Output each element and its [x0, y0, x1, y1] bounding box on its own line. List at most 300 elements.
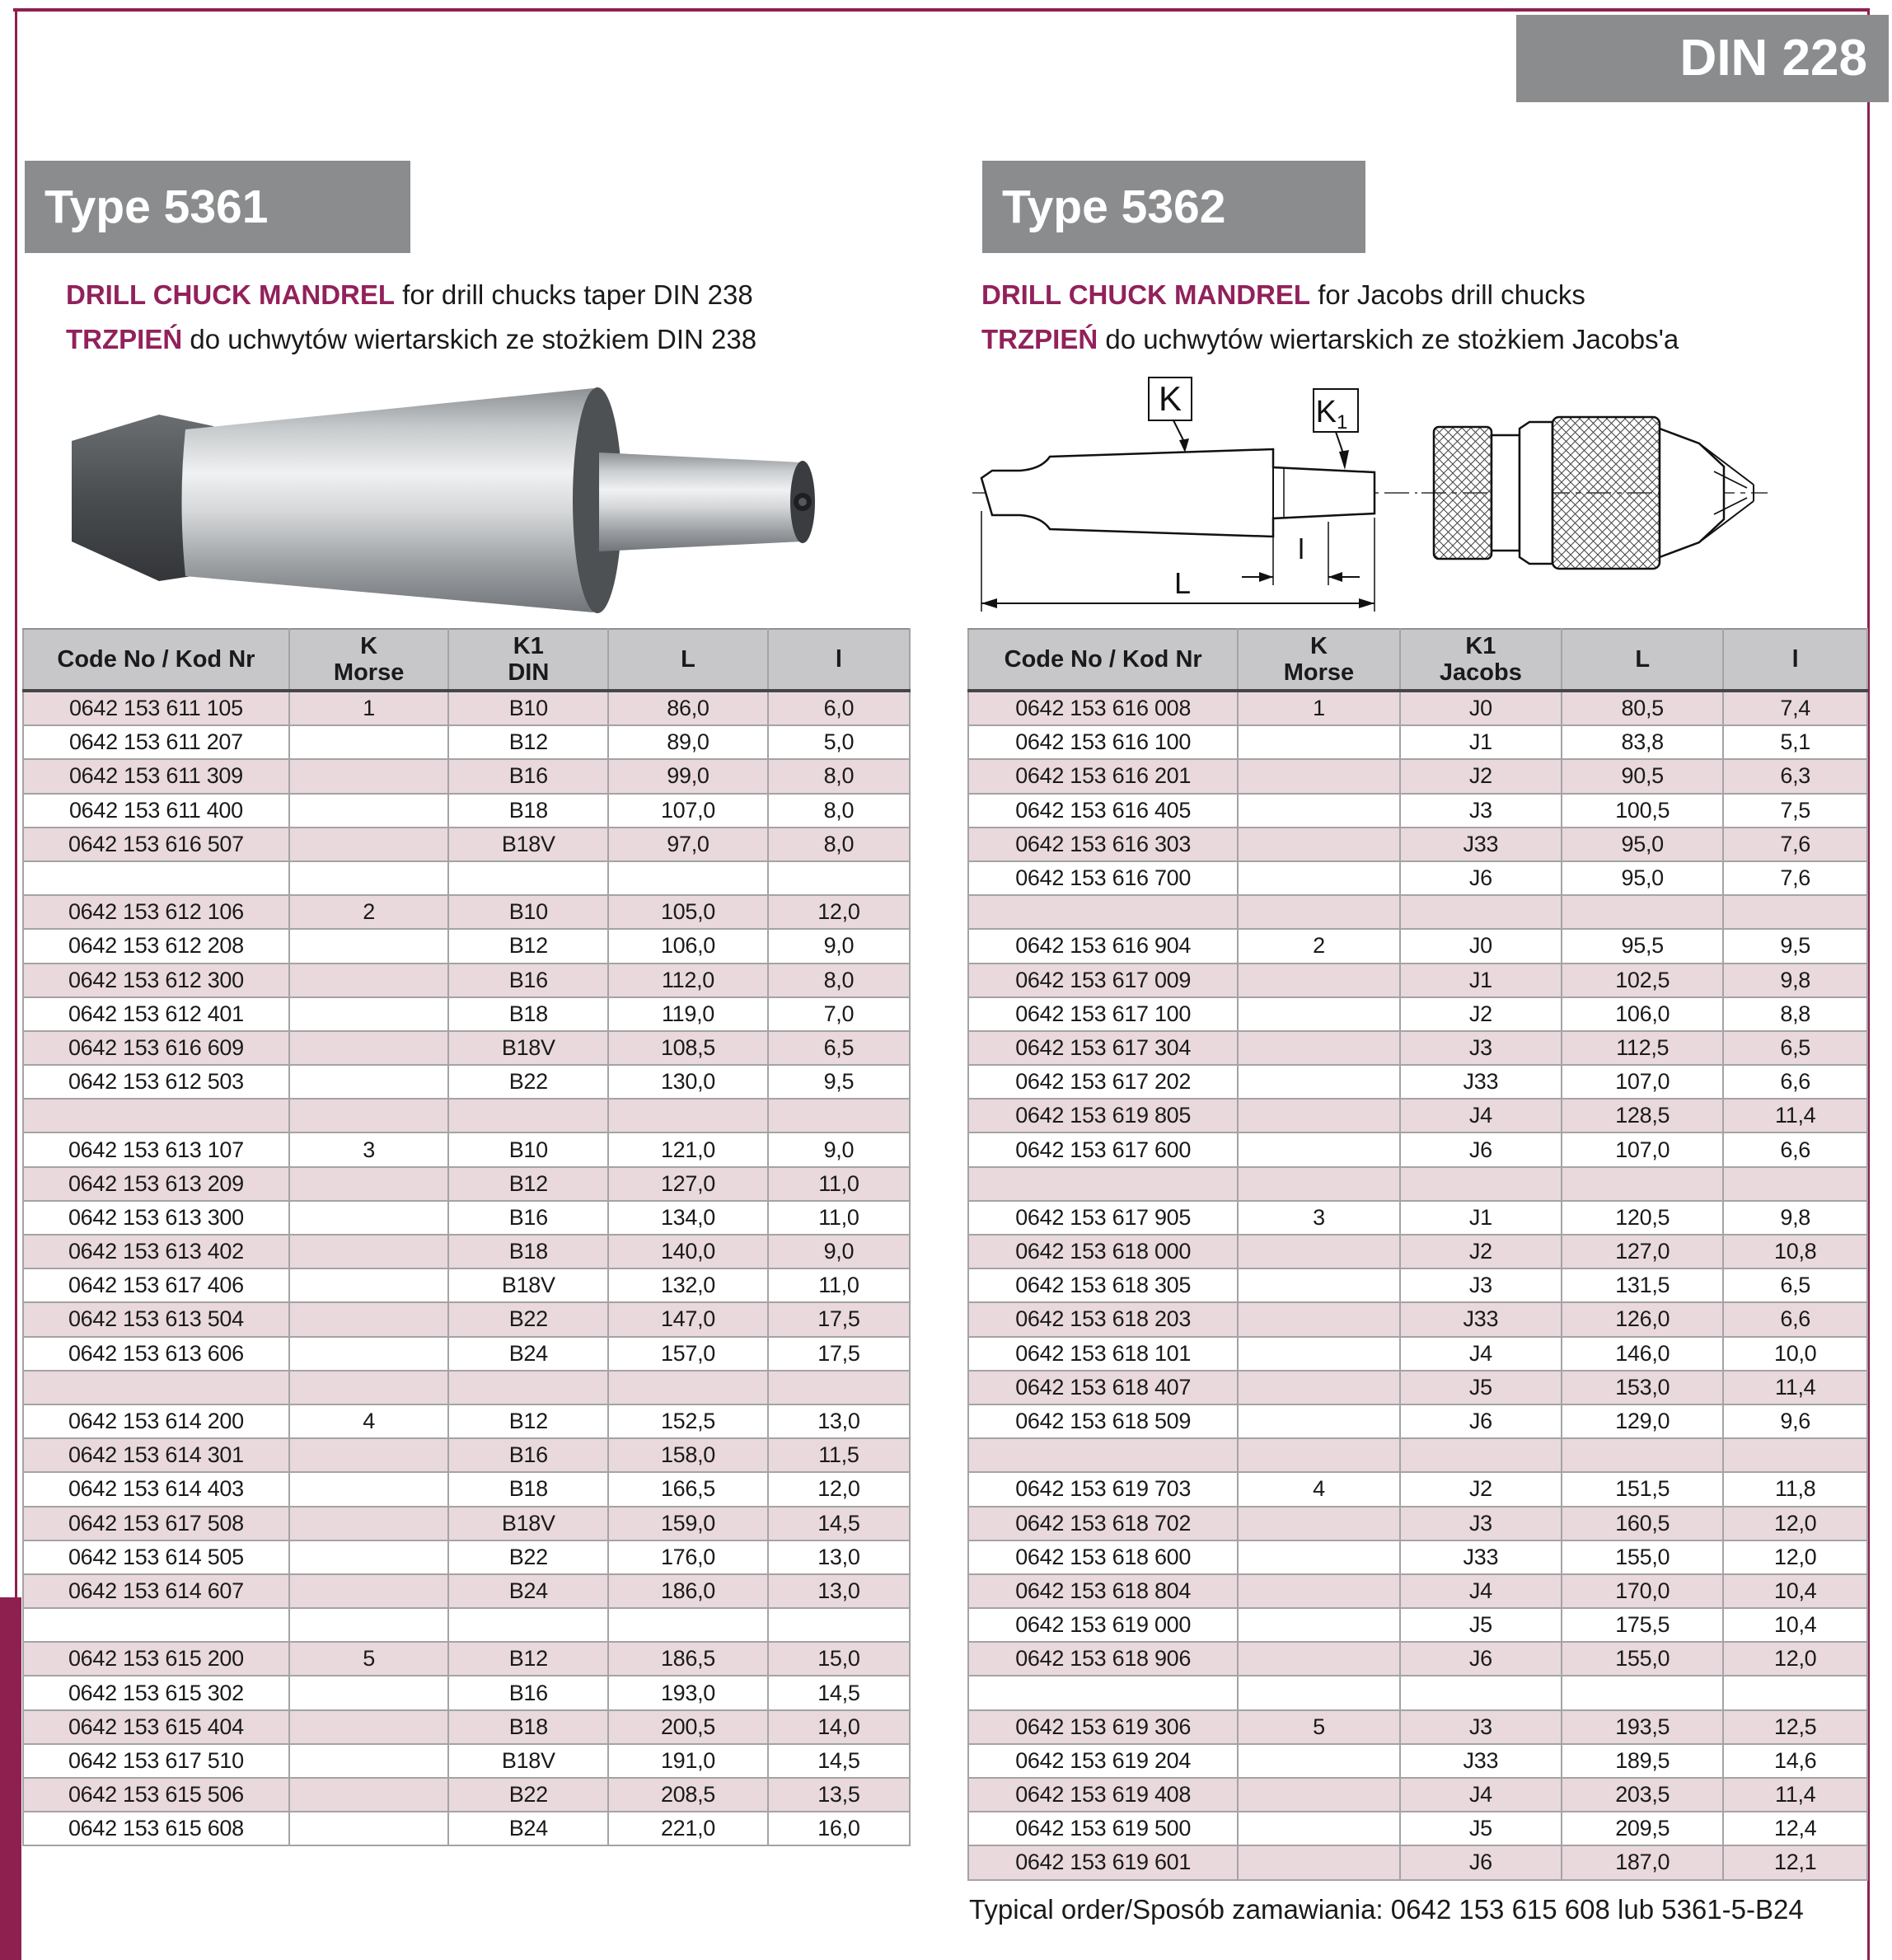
table-cell	[289, 1676, 449, 1709]
table-cell: B22	[448, 1065, 608, 1099]
table-row	[23, 1812, 910, 1845]
table-row	[23, 1302, 910, 1336]
table-cell: B18V	[448, 828, 608, 861]
type-5361-badge: Type 5361	[25, 161, 410, 253]
table-cell: 121,0	[608, 1132, 768, 1166]
table-cell: 14,5	[768, 1507, 910, 1540]
table-cell: B12	[448, 929, 608, 963]
table-cell: B18	[448, 794, 608, 828]
table-cell: 0642 153 614 607	[23, 1574, 289, 1608]
table-row	[968, 1642, 1867, 1676]
mandrel-cone	[182, 388, 606, 612]
table-cell: 147,0	[608, 1302, 768, 1336]
table-cell: 0642 153 618 407	[968, 1371, 1238, 1404]
desc-pl-5362-rest: do uchwytów wiertarskich ze stożkiem Jacobs'a	[1098, 324, 1679, 354]
table-cell: 7,6	[1723, 828, 1867, 861]
table-cell: J1	[1400, 725, 1562, 759]
col-header-code: Code No / Kod Nr	[23, 629, 289, 691]
table-cell: B18	[448, 1472, 608, 1506]
table-cell	[768, 1371, 910, 1404]
table-cell: 200,5	[608, 1710, 768, 1744]
table-cell: J2	[1400, 759, 1562, 793]
type-5362-badge: Type 5362	[982, 161, 1365, 253]
table-cell	[448, 861, 608, 895]
table-cell: 151,5	[1562, 1472, 1723, 1506]
table-cell: 0642 153 616 008	[968, 691, 1238, 725]
table-cell: 9,0	[768, 1132, 910, 1166]
table-cell: 5	[289, 1642, 449, 1676]
table-cell: 0642 153 615 200	[23, 1642, 289, 1676]
table-cell: 83,8	[1562, 725, 1723, 759]
table-cell	[23, 1608, 289, 1642]
table-row	[23, 997, 910, 1031]
table-cell: 14,0	[768, 1710, 910, 1744]
table-cell: 132,0	[608, 1268, 768, 1302]
table-row	[968, 1235, 1867, 1268]
table-cell	[1238, 759, 1399, 793]
table-row	[23, 1099, 910, 1132]
table-cell	[608, 1099, 768, 1132]
table-cell	[289, 1438, 449, 1472]
table-cell: 0642 153 613 107	[23, 1132, 289, 1166]
table-cell	[1238, 1167, 1399, 1201]
table-cell: B16	[448, 1676, 608, 1709]
table-cell: 209,5	[1562, 1812, 1723, 1845]
table-cell: J5	[1400, 1608, 1562, 1642]
table-cell: 186,0	[608, 1574, 768, 1608]
table-row	[23, 1438, 910, 1472]
table-cell: 0642 153 615 404	[23, 1710, 289, 1744]
table-cell: 80,5	[1562, 691, 1723, 725]
table-cell: 0642 153 618 101	[968, 1337, 1238, 1371]
table-cell	[1400, 1167, 1562, 1201]
table-cell	[289, 1744, 449, 1778]
table-cell: 157,0	[608, 1337, 768, 1371]
table-row	[968, 997, 1867, 1031]
table-cell: 0642 153 615 506	[23, 1778, 289, 1812]
table-cell: 9,5	[768, 1065, 910, 1099]
table-cell	[289, 1201, 449, 1235]
table-cell: B10	[448, 1132, 608, 1166]
table-cell: 6,5	[1723, 1031, 1867, 1065]
table-cell: B10	[448, 691, 608, 725]
table-cell: 0642 153 616 700	[968, 861, 1238, 895]
table-cell	[289, 861, 449, 895]
table-cell: 1	[1238, 691, 1399, 725]
table-cell: 95,5	[1562, 929, 1723, 963]
table-cell	[1238, 1812, 1399, 1845]
table-row	[968, 1268, 1867, 1302]
table-cell: 193,5	[1562, 1710, 1723, 1744]
table-cell: 17,5	[768, 1337, 910, 1371]
table-cell	[289, 725, 449, 759]
col-header-code: Code No / Kod Nr	[968, 629, 1238, 691]
table-cell: 0642 153 618 702	[968, 1507, 1238, 1540]
table-cell	[23, 861, 289, 895]
desc-pl-5361-rest: do uchwytów wiertarskich ze stożkiem DIN 238	[182, 324, 757, 354]
table-cell: 86,0	[608, 691, 768, 725]
dim-l-arrow-right	[1328, 572, 1342, 582]
table-cell: 11,4	[1723, 1778, 1867, 1812]
table-cell	[1238, 1778, 1399, 1812]
table-cell: 97,0	[608, 828, 768, 861]
table-cell: 7,6	[1723, 861, 1867, 895]
table-cell: 14,5	[768, 1744, 910, 1778]
table-cell: 107,0	[1562, 1065, 1723, 1099]
table-cell	[23, 1099, 289, 1132]
desc-pl-5362-bold: TRZPIEŃ	[981, 324, 1098, 354]
table-cell: J2	[1400, 1472, 1562, 1506]
table-cell: B10	[448, 895, 608, 929]
table-cell: 106,0	[608, 929, 768, 963]
table-cell: 9,8	[1723, 964, 1867, 997]
table-cell	[1238, 1507, 1399, 1540]
table-cell: 2	[1238, 929, 1399, 963]
table-cell: 4	[289, 1404, 449, 1438]
table-cell: 131,5	[1562, 1268, 1723, 1302]
table-cell: 0642 153 613 504	[23, 1302, 289, 1336]
table-cell: 105,0	[608, 895, 768, 929]
table-cell: 13,0	[768, 1574, 910, 1608]
table-row	[968, 1167, 1867, 1201]
table-cell: 146,0	[1562, 1337, 1723, 1371]
table-cell: J2	[1400, 1235, 1562, 1268]
table-cell	[1238, 1642, 1399, 1676]
table-cell: 99,0	[608, 759, 768, 793]
table-5362-header-row	[968, 629, 1867, 691]
table-cell: 126,0	[1562, 1302, 1723, 1336]
table-cell: B16	[448, 1201, 608, 1235]
mandrel-end-hole-center	[798, 498, 807, 506]
table-cell: 0642 153 612 208	[23, 929, 289, 963]
table-cell: 10,8	[1723, 1235, 1867, 1268]
table-cell: 0642 153 612 300	[23, 964, 289, 997]
table-cell: 14,6	[1723, 1744, 1867, 1778]
table-cell	[448, 1099, 608, 1132]
table-cell: 155,0	[1562, 1642, 1723, 1676]
table-cell: 0642 153 616 303	[968, 828, 1238, 861]
table-cell: 12,0	[1723, 1507, 1867, 1540]
table-cell	[289, 1710, 449, 1744]
table-cell	[1400, 1676, 1562, 1709]
table-cell: 0642 153 611 309	[23, 759, 289, 793]
table-cell: B12	[448, 1642, 608, 1676]
table-row	[23, 1642, 910, 1676]
table-cell: J3	[1400, 794, 1562, 828]
table-cell	[289, 1608, 449, 1642]
table-cell: J3	[1400, 1031, 1562, 1065]
table-cell: 100,5	[1562, 794, 1723, 828]
table-cell	[1238, 1337, 1399, 1371]
table-cell: B18	[448, 1710, 608, 1744]
table-cell: B18V	[448, 1507, 608, 1540]
table-cell: 0642 153 612 401	[23, 997, 289, 1031]
table-row	[23, 1371, 910, 1404]
table-cell: J6	[1400, 1642, 1562, 1676]
table-cell: 203,5	[1562, 1778, 1723, 1812]
table-cell	[448, 1608, 608, 1642]
table-cell: 0642 153 617 510	[23, 1744, 289, 1778]
table-cell: J1	[1400, 964, 1562, 997]
table-cell: 0642 153 618 203	[968, 1302, 1238, 1336]
table-row	[968, 1201, 1867, 1235]
mandrel-technical-drawing	[972, 346, 1875, 635]
table-row	[23, 1404, 910, 1438]
col-header-l: l	[1723, 629, 1867, 691]
table-cell: 0642 153 619 204	[968, 1744, 1238, 1778]
table-cell: 8,0	[768, 794, 910, 828]
table-cell: 90,5	[1562, 759, 1723, 793]
table-cell	[1238, 1235, 1399, 1268]
table-cell: 106,0	[1562, 997, 1723, 1031]
table-cell	[1562, 1676, 1723, 1709]
table-cell: 0642 153 618 804	[968, 1574, 1238, 1608]
table-cell	[1562, 895, 1723, 929]
table-cell: 0642 153 616 507	[23, 828, 289, 861]
desc-en-5362-bold: DRILL CHUCK MANDREL	[981, 279, 1311, 310]
table-row	[968, 1404, 1867, 1438]
table-cell	[968, 1438, 1238, 1472]
table-cell	[1562, 1438, 1723, 1472]
table-cell	[289, 1812, 449, 1845]
table-cell: 4	[1238, 1472, 1399, 1506]
table-cell: 0642 153 614 403	[23, 1472, 289, 1506]
col-header-L: L	[608, 629, 768, 691]
table-cell: 10,4	[1723, 1574, 1867, 1608]
table-cell: B12	[448, 1167, 608, 1201]
table-row	[968, 1845, 1867, 1879]
table-row	[23, 1744, 910, 1778]
table-cell: 0642 153 614 200	[23, 1404, 289, 1438]
table-cell: 0642 153 617 406	[23, 1268, 289, 1302]
table-cell: 16,0	[768, 1812, 910, 1845]
col-header-l: l	[768, 629, 910, 691]
table-cell: J33	[1400, 1302, 1562, 1336]
table-cell: B24	[448, 1337, 608, 1371]
table-row	[968, 1031, 1867, 1065]
table-cell: 0642 153 617 508	[23, 1507, 289, 1540]
table-row	[968, 1302, 1867, 1336]
table-cell	[1238, 1608, 1399, 1642]
table-cell: 160,5	[1562, 1507, 1723, 1540]
table-row	[968, 1065, 1867, 1099]
table-cell	[1238, 1099, 1399, 1132]
dim-l-label: l	[1298, 534, 1304, 565]
table-cell: J33	[1400, 1065, 1562, 1099]
table-row	[968, 929, 1867, 963]
table-row	[968, 964, 1867, 997]
table-row	[23, 1201, 910, 1235]
col-header-k-morse: K Morse	[289, 629, 449, 691]
table-row	[23, 1778, 910, 1812]
table-cell	[1238, 794, 1399, 828]
mandrel-stub	[599, 452, 807, 551]
table-row	[968, 1472, 1867, 1506]
table-cell: 11,0	[768, 1268, 910, 1302]
table-cell: 112,0	[608, 964, 768, 997]
table-cell: J4	[1400, 1574, 1562, 1608]
table-cell	[1723, 1167, 1867, 1201]
table-row	[23, 964, 910, 997]
table-cell: 176,0	[608, 1540, 768, 1574]
mandrel-outline	[981, 449, 1375, 537]
table-cell	[1238, 1371, 1399, 1404]
table-row	[968, 1744, 1867, 1778]
page-border-top	[13, 8, 1870, 12]
table-cell	[1723, 1438, 1867, 1472]
col-header-k-morse: K Morse	[1238, 629, 1399, 691]
table-cell: 12,4	[1723, 1812, 1867, 1845]
table-cell: 10,0	[1723, 1337, 1867, 1371]
table-row	[23, 1540, 910, 1574]
table-cell: J33	[1400, 1540, 1562, 1574]
table-cell	[768, 1099, 910, 1132]
table-row	[23, 1608, 910, 1642]
table-cell: J6	[1400, 1132, 1562, 1166]
k1-label: $K_1$	[1315, 395, 1348, 434]
table-cell: 127,0	[1562, 1235, 1723, 1268]
table-row	[968, 861, 1867, 895]
table-cell	[1238, 1438, 1399, 1472]
table-cell: 129,0	[1562, 1404, 1723, 1438]
table-cell: 12,0	[1723, 1540, 1867, 1574]
table-cell: 120,5	[1562, 1201, 1723, 1235]
table-cell: 6,0	[768, 691, 910, 725]
table-row	[968, 1710, 1867, 1744]
dim-l-arrow-left	[1259, 572, 1273, 582]
k-leader	[1173, 420, 1184, 442]
table-cell: 12,0	[768, 1472, 910, 1506]
desc-en-5361	[66, 277, 753, 313]
table-cell	[1238, 1268, 1399, 1302]
table-row	[23, 1235, 910, 1268]
table-cell	[1723, 1676, 1867, 1709]
table-row	[23, 759, 910, 793]
table-cell: 189,5	[1562, 1744, 1723, 1778]
table-cell: 0642 153 619 601	[968, 1845, 1238, 1879]
table-cell: 0642 153 618 906	[968, 1642, 1238, 1676]
desc-pl-5361-bold: TRZPIEŃ	[66, 324, 183, 354]
table-cell: J6	[1400, 1845, 1562, 1879]
table-cell: B12	[448, 725, 608, 759]
table-cell: 159,0	[608, 1507, 768, 1540]
table-row	[23, 1337, 910, 1371]
table-cell: 11,5	[768, 1438, 910, 1472]
desc-pl-5361	[66, 321, 756, 358]
table-cell: 9,8	[1723, 1201, 1867, 1235]
table-cell: 107,0	[608, 794, 768, 828]
table-cell: 15,0	[768, 1642, 910, 1676]
table-5361-header-row	[23, 629, 910, 691]
table-cell: B16	[448, 1438, 608, 1472]
table-cell: 11,0	[768, 1167, 910, 1201]
table-cell	[1400, 1438, 1562, 1472]
table-cell	[289, 1099, 449, 1132]
table-cell: 0642 153 619 500	[968, 1812, 1238, 1845]
table-cell	[1238, 1132, 1399, 1166]
table-cell: 10,4	[1723, 1608, 1867, 1642]
table-cell: 1	[289, 691, 449, 725]
chuck-drawing	[1434, 417, 1754, 569]
table-cell	[289, 828, 449, 861]
table-cell	[1238, 1404, 1399, 1438]
table-cell: 9,5	[1723, 929, 1867, 963]
table-cell: 0642 153 616 904	[968, 929, 1238, 963]
table-cell: 0642 153 611 400	[23, 794, 289, 828]
table-cell: B18	[448, 1235, 608, 1268]
mandrel-photo	[62, 375, 841, 626]
table-row	[23, 794, 910, 828]
table-cell	[448, 1371, 608, 1404]
table-row	[968, 828, 1867, 861]
table-cell: 8,8	[1723, 997, 1867, 1031]
table-cell: 170,0	[1562, 1574, 1723, 1608]
table-5361	[22, 628, 911, 1846]
table-cell: 2	[289, 895, 449, 929]
table-cell: 186,5	[608, 1642, 768, 1676]
table-cell: 13,0	[768, 1404, 910, 1438]
table-cell: 3	[289, 1132, 449, 1166]
table-row	[23, 1167, 910, 1201]
k-leader-arrow	[1179, 438, 1189, 452]
table-cell	[289, 929, 449, 963]
table-cell: 0642 153 613 209	[23, 1167, 289, 1201]
dim-L-arrow-left	[981, 598, 997, 608]
table-cell: B18V	[448, 1031, 608, 1065]
table-cell	[289, 1574, 449, 1608]
table-cell: 108,5	[608, 1031, 768, 1065]
desc-en-5361-bold: DRILL CHUCK MANDREL	[66, 279, 396, 310]
table-cell: 17,5	[768, 1302, 910, 1336]
table-cell	[289, 1778, 449, 1812]
table-cell: 112,5	[1562, 1031, 1723, 1065]
table-cell: J4	[1400, 1778, 1562, 1812]
table-row	[968, 1574, 1867, 1608]
table-cell	[1238, 1031, 1399, 1065]
table-cell: 0642 153 616 405	[968, 794, 1238, 828]
desc-en-5362-rest: for Jacobs drill chucks	[1310, 279, 1585, 310]
desc-en-5362	[981, 277, 1585, 313]
table-cell: 12,5	[1723, 1710, 1867, 1744]
table-cell: 11,4	[1723, 1371, 1867, 1404]
table-row	[23, 861, 910, 895]
table-cell	[1562, 1167, 1723, 1201]
table-cell: B16	[448, 759, 608, 793]
table-cell: J4	[1400, 1337, 1562, 1371]
table-cell: J6	[1400, 861, 1562, 895]
table-row	[968, 895, 1867, 929]
table-cell	[289, 1472, 449, 1506]
table-cell	[1238, 964, 1399, 997]
table-cell: 102,5	[1562, 964, 1723, 997]
table-cell	[289, 1167, 449, 1201]
table-cell: J5	[1400, 1812, 1562, 1845]
k1-leader	[1336, 432, 1343, 453]
table-cell: 6,6	[1723, 1302, 1867, 1336]
table-cell: 0642 153 617 100	[968, 997, 1238, 1031]
table-cell	[1238, 828, 1399, 861]
table-cell	[608, 1608, 768, 1642]
table-cell: B22	[448, 1302, 608, 1336]
table-cell	[289, 1065, 449, 1099]
table-cell: 193,0	[608, 1676, 768, 1709]
table-row	[23, 1710, 910, 1744]
table-row	[968, 1438, 1867, 1472]
table-cell: 0642 153 617 202	[968, 1065, 1238, 1099]
table-row	[23, 1132, 910, 1166]
table-row	[23, 1574, 910, 1608]
table-cell: 0642 153 614 505	[23, 1540, 289, 1574]
